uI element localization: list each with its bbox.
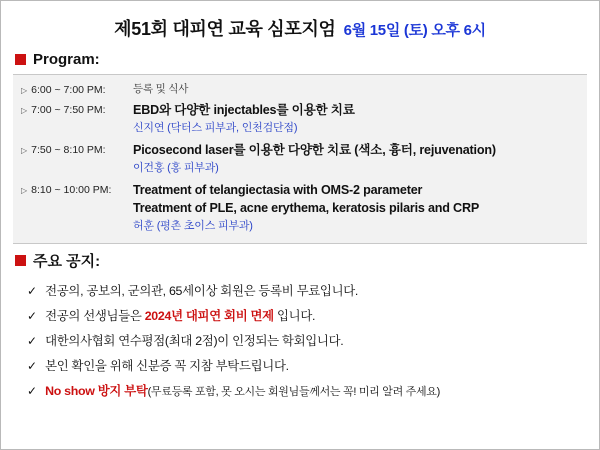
program-title-label-2: Treatment of PLE, acne erythema, keratosis pilaris and CRP bbox=[133, 201, 480, 215]
notice-text bbox=[45, 308, 315, 325]
program-time-cell bbox=[13, 81, 133, 97]
program-title-label: Treatment of telangiectasia with OMS-2 parameter bbox=[133, 183, 423, 197]
notice-part: 전공의 선생님들은 bbox=[45, 309, 145, 323]
triangle-bullet-icon: ▷ bbox=[21, 186, 28, 195]
red-square-icon bbox=[15, 54, 26, 65]
notice-part: 입니다. bbox=[273, 309, 316, 323]
program-body-cell bbox=[133, 81, 587, 97]
notice-part: 대한의사협회 연수평점(최대 2점)이 인정되는 학회입니다. bbox=[45, 334, 344, 348]
program-speaker-label: 이건홍 (홍 피부과) bbox=[133, 162, 219, 174]
list-item bbox=[27, 304, 599, 329]
title-date-text: 6월 15일 (토) 오후 6시 bbox=[343, 22, 486, 39]
program-speaker-label: 신지연 (닥터스 피부과, 인천검단점) bbox=[133, 122, 298, 134]
red-square-icon bbox=[15, 255, 26, 266]
program-row bbox=[13, 99, 587, 139]
title-main-text: 제51회 대피연 교육 심포지엄 bbox=[114, 19, 336, 39]
program-title-label: 등록 및 식사 bbox=[133, 83, 189, 95]
list-item bbox=[27, 279, 599, 304]
list-item bbox=[27, 329, 599, 354]
check-icon: ✓ bbox=[27, 334, 38, 348]
check-icon: ✓ bbox=[27, 384, 38, 398]
notice-text bbox=[45, 358, 289, 375]
program-body-cell bbox=[133, 181, 587, 235]
notice-text bbox=[45, 283, 358, 300]
check-icon: ✓ bbox=[27, 309, 38, 323]
program-body-cell bbox=[133, 101, 587, 137]
notice-part: 본인 확인을 위해 신분증 꼭 지참 부탁드립니다. bbox=[45, 359, 289, 373]
program-row bbox=[13, 79, 587, 99]
triangle-bullet-icon: ▷ bbox=[21, 146, 28, 155]
notice-part: 전공의, 공보의, 군의관, 65세이상 회원은 등록비 무료입니다. bbox=[45, 284, 359, 298]
program-time-label: 6:00 ~ 7:00 PM: bbox=[31, 84, 106, 96]
program-table bbox=[13, 74, 587, 244]
list-item bbox=[27, 379, 599, 405]
notice-text bbox=[45, 383, 440, 401]
program-body-cell bbox=[133, 141, 587, 177]
program-title-label: Picosecond laser를 이용한 다양한 치료 (색소, 흉터, rejuvenation) bbox=[133, 143, 496, 157]
list-item bbox=[27, 354, 599, 379]
program-time-cell bbox=[13, 181, 133, 197]
notice-heading-label: 주요 공지: bbox=[33, 253, 101, 270]
program-heading-label: Program: bbox=[33, 51, 100, 68]
program-time-cell bbox=[13, 101, 133, 117]
poster-title bbox=[1, 1, 599, 45]
notice-part-highlight: 2024년 대피연 회비 면제 bbox=[144, 309, 274, 323]
program-title-label: EBD와 다양한 injectables를 이용한 치료 bbox=[133, 103, 355, 117]
program-row bbox=[13, 139, 587, 179]
program-row bbox=[13, 179, 587, 237]
triangle-bullet-icon: ▷ bbox=[21, 86, 28, 95]
check-icon: ✓ bbox=[27, 284, 38, 298]
program-time-label: 7:50 ~ 8:10 PM: bbox=[31, 144, 106, 156]
program-section-heading bbox=[1, 45, 599, 72]
program-speaker-label: 허훈 (평촌 초이스 피부과) bbox=[133, 220, 253, 232]
check-icon: ✓ bbox=[27, 359, 38, 373]
notice-part-highlight: No show 방지 부탁 bbox=[45, 384, 148, 398]
notice-text bbox=[45, 333, 343, 350]
triangle-bullet-icon: ▷ bbox=[21, 106, 28, 115]
program-time-cell bbox=[13, 141, 133, 157]
program-time-label: 8:10 ~ 10:00 PM: bbox=[31, 184, 112, 196]
notice-part: (무료등록 포함, 못 오시는 회원님들께서는 꼭! 미리 알려 주세요) bbox=[147, 386, 440, 398]
program-time-label: 7:00 ~ 7:50 PM: bbox=[31, 104, 106, 116]
notice-list bbox=[1, 277, 599, 405]
notice-section-heading bbox=[1, 244, 599, 275]
